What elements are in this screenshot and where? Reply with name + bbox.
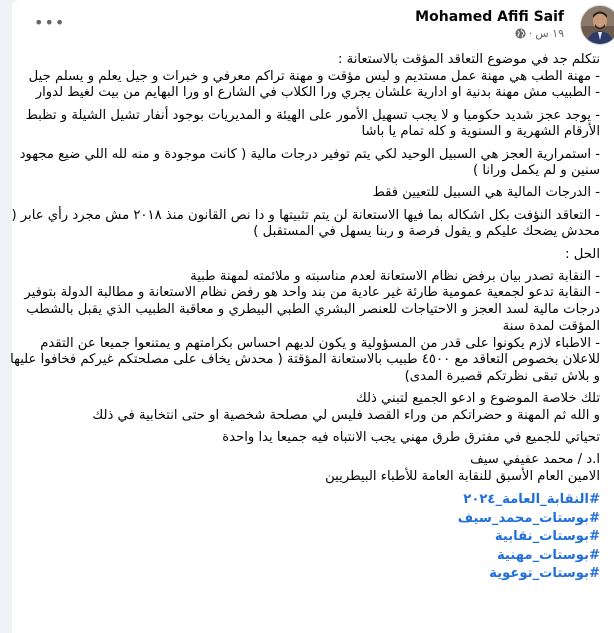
hashtag-link[interactable]: #بوستات_نقابية [494,529,600,545]
meta-separator: · [528,27,533,40]
text-line: - النقابة تدعو لجمعية عمومية طارئة غير عادية من بند واحد هو رفض نظام الاستعانة و مطالبة الدولة بتوفير [24,285,600,301]
text-line: - الدرجات المالية هي السبيل للتعيين فقط [372,185,600,201]
signature [10,452,600,485]
text-line: و بلاش تبقى نظرتكم قصيرة المدى) [404,368,600,384]
paragraph [10,108,600,141]
text-line: للاعلان بخصوص التعاقد مع ٤٥٠٠ طبيب بالاستعانة المؤقتة ( محدش يخاف على مصلحتكم غيركم فخافوا عليها [10,352,600,368]
text-line: الحل : [565,246,600,262]
post-body [10,52,600,584]
text-line: المؤقت لمدة سنة [502,318,600,334]
paragraph [10,208,600,241]
avatar-image [581,6,614,44]
text-line: الأرقام الشهرية و السنوية و كله تمام يا باشا [361,124,600,140]
author-name[interactable]: Mohamed Afifi Saif [415,9,564,25]
hashtag-link[interactable]: #النقابة_العامة_٢٠٢٤ [463,492,600,508]
text-line: - الاطباء لازم يكونوا على قدر من المسؤولية و يكون لديهم احساس بكرامتهم و يمتنعوا جميعا عن التقدم [40,335,600,351]
post-time[interactable]: ١٩ س [535,27,564,40]
text-line: سنين و لم يكمل ورانا ) [473,163,600,179]
text-line: درجات مالية لسد العجز و الاحتياجات للعنصر البشري الطبي البيطري و معاقبة الطبيب الذي يقبل بالشطب [26,302,600,318]
globe-icon [515,28,526,39]
hashtag-list [10,491,600,584]
post-meta [515,27,564,40]
text-line: - التعاقد النؤفت بكل اشكاله بما فيها الاستعانة لن يتم تثبيتها و دا نص القانون منذ ٢٠١٨ مش مجرد رأي عابر ( [11,207,600,223]
text-line: - استمرارية العجز هي السبيل الوحيد لكي يتم توفير درجات مالية ( كانت موجودة و منه لله اللي ضيع مجهود [19,146,600,162]
more-options-icon[interactable]: ••• [34,13,66,32]
text-line: تحياتي للجميع في مفترق طرق مهني يجب الانتباه فيه جميعا يدا واحدة [222,430,600,446]
paragraph [10,391,600,424]
text-line: و الله ثم المهنة و حضراتكم من وراء القصد فليس لي مصلحة شخصية او حتى انتخابية في ذلك [92,407,600,423]
text-line: ا.د / محمد عفيفي سيف [470,452,600,468]
text-line: - النقابة تصدر بيان برفض نظام الاستعانة لعدم مناسبته و ملائمته لمهنة طبية [190,268,600,284]
text-line: - يوجد عجز شديد حكوميا و لا يجب تسهيل الأمور على الهيئة و المديريات بوجود أنفار تشيل الشيلة و تظبط [25,107,600,123]
text-line: محدش يضحك عليكم و يقول فرصة و ربنا يسهل في المستقبل ) [253,224,600,240]
hashtag-link[interactable]: #بوستات_مهنية [496,547,600,563]
text-line: نتكلم جد في موضوع التعاقد المؤقت بالاستعانة : [338,52,600,67]
post-card [12,0,614,633]
text-line: تلك خلاصة الموضوع و ادعو الجميع لتبني ذلك [355,391,600,407]
paragraph [10,269,600,386]
text-line: - مهنة الطب هي مهنة عمل مستديم و ليس مؤقت و مهنة تراكم معرفي و خبرات و جيل يعلم و يسلم جيل [28,68,600,84]
text-line: الامين العام الأسبق للنقابة العامة للأطباء البيطريين [325,468,600,484]
paragraph [10,185,600,202]
text-line: - الطبيب مش مهنة بدنية او ادارية علشان يجري ورا الكلاب في الشارع او ورا البهايم من بيت لغيط لدوار [35,85,600,101]
paragraph [10,430,600,447]
hashtag-link[interactable]: #بوستات_محمد_سيف [457,510,600,526]
paragraph [10,52,600,102]
paragraph [10,247,600,264]
hashtag-link[interactable]: #بوستات_توعوية [489,566,600,582]
avatar[interactable] [580,5,614,45]
paragraph [10,147,600,180]
